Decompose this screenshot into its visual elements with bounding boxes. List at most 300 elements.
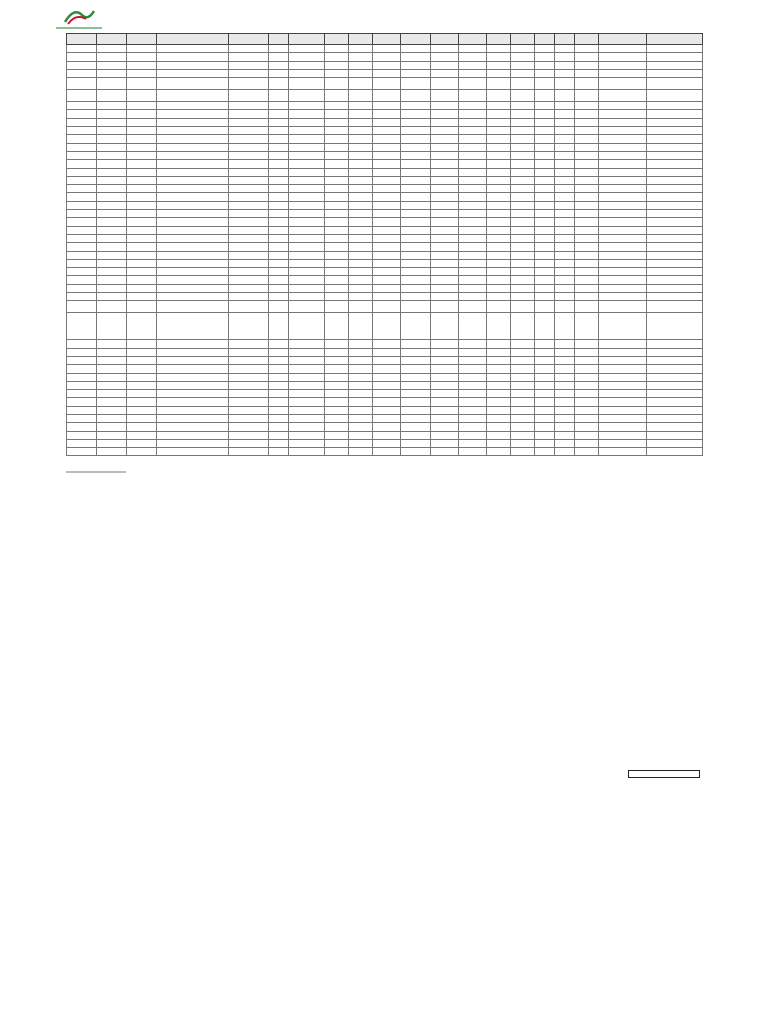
table-cell [229,414,269,422]
table-cell [127,448,157,456]
table-cell [599,276,647,284]
table-cell [535,431,555,439]
table-cell [487,340,511,348]
table-cell [431,143,459,151]
table-cell [431,53,459,61]
table-cell [575,381,599,389]
table-cell [67,151,97,159]
table-cell [647,143,703,151]
table-cell [97,348,127,356]
table-cell [289,268,325,276]
table-cell [599,69,647,77]
table-cell [647,448,703,456]
table-row [67,193,703,201]
table-cell [555,276,575,284]
table-cell [535,201,555,209]
table-cell [229,193,269,201]
table-cell [157,61,229,69]
table-cell [599,293,647,301]
column-header [535,34,555,45]
table-cell [487,390,511,398]
table-cell [401,284,431,292]
table-cell [575,390,599,398]
table-cell [401,301,431,313]
column-header [511,34,535,45]
table-cell [157,168,229,176]
table-cell [511,243,535,251]
table-cell [599,78,647,90]
table-cell [325,168,349,176]
table-cell [289,110,325,118]
table-cell [535,53,555,61]
table-cell [289,414,325,422]
table-cell [599,439,647,447]
table-cell [487,251,511,259]
table-cell [431,381,459,389]
table-cell [349,90,373,102]
table-cell [289,365,325,373]
table-cell [647,160,703,168]
logo-wordmark [56,27,102,29]
table-cell [157,78,229,90]
table-row [67,185,703,193]
table-cell [157,381,229,389]
table-cell [127,102,157,110]
table-cell [487,234,511,242]
table-cell [269,193,289,201]
table-cell [401,398,431,406]
table-cell [401,45,431,53]
table-cell [97,373,127,381]
table-cell [67,45,97,53]
table-cell [459,293,487,301]
table-cell [97,78,127,90]
table-cell [555,102,575,110]
table-cell [229,151,269,159]
table-cell [289,293,325,301]
table-cell [487,45,511,53]
table-cell [269,210,289,218]
table-cell [97,398,127,406]
table-cell [401,176,431,184]
table-cell [459,168,487,176]
table-cell [373,201,401,209]
table-cell [97,243,127,251]
table-cell [535,127,555,135]
table-cell [289,448,325,456]
table-cell [127,127,157,135]
table-cell [325,135,349,143]
table-cell [67,356,97,364]
table-cell [269,268,289,276]
table-header-row [67,34,703,45]
table-cell [97,193,127,201]
table-cell [487,259,511,267]
table-cell [157,127,229,135]
column-header [555,34,575,45]
table-cell [575,176,599,184]
table-cell [511,390,535,398]
table-cell [127,234,157,242]
table-cell [127,218,157,226]
table-cell [97,69,127,77]
table-row [67,69,703,77]
table-cell [575,210,599,218]
table-cell [511,151,535,159]
table-cell [511,313,535,340]
table-cell [401,276,431,284]
table-row [67,226,703,234]
table-row [67,127,703,135]
table-cell [289,226,325,234]
table-cell [229,381,269,389]
table-cell [599,90,647,102]
table-cell [647,135,703,143]
table-cell [511,160,535,168]
table-cell [575,301,599,313]
table-cell [157,284,229,292]
column-header [127,34,157,45]
table-cell [431,448,459,456]
report-table-container [66,33,702,471]
table-cell [349,301,373,313]
table-cell [599,201,647,209]
table-cell [575,160,599,168]
table-cell [599,373,647,381]
table-cell [431,201,459,209]
table-cell [269,373,289,381]
table-cell [229,218,269,226]
table-cell [229,284,269,292]
table-cell [289,127,325,135]
table-cell [349,313,373,340]
table-cell [401,293,431,301]
table-cell [555,78,575,90]
table-cell [555,398,575,406]
table-cell [555,61,575,69]
table-cell [97,448,127,456]
table-cell [269,439,289,447]
table-cell [647,356,703,364]
column-header [373,34,401,45]
table-cell [647,406,703,414]
table-cell [487,118,511,126]
table-cell [535,218,555,226]
table-cell [555,160,575,168]
table-cell [269,90,289,102]
table-cell [157,143,229,151]
table-cell [599,340,647,348]
table-row [67,168,703,176]
table-cell [289,406,325,414]
table-cell [599,127,647,135]
table-cell [401,90,431,102]
table-cell [401,439,431,447]
table-cell [373,356,401,364]
table-cell [229,431,269,439]
table-cell [535,348,555,356]
table-cell [229,234,269,242]
table-cell [575,423,599,431]
table-cell [555,348,575,356]
table-cell [229,102,269,110]
table-row [67,210,703,218]
table-cell [401,251,431,259]
table-cell [289,143,325,151]
table-cell [269,448,289,456]
table-cell [289,160,325,168]
table-cell [127,176,157,184]
table-cell [487,69,511,77]
table-cell [401,414,431,422]
table-cell [157,90,229,102]
table-cell [229,45,269,53]
table-cell [269,102,289,110]
table-cell [373,268,401,276]
table-cell [575,118,599,126]
table-cell [97,61,127,69]
table-cell [127,135,157,143]
table-cell [575,234,599,242]
table-cell [127,160,157,168]
table-row [67,268,703,276]
table-cell [459,259,487,267]
table-cell [349,234,373,242]
table-cell [157,110,229,118]
table-cell [97,210,127,218]
table-cell [431,251,459,259]
table-cell [575,406,599,414]
table-cell [511,102,535,110]
table-cell [289,218,325,226]
table-cell [511,373,535,381]
table-cell [325,226,349,234]
table-cell [97,226,127,234]
table-cell [575,340,599,348]
table-cell [599,185,647,193]
table-cell [647,127,703,135]
column-header [487,34,511,45]
table-cell [487,102,511,110]
table-cell [289,61,325,69]
table-cell [269,218,289,226]
table-cell [535,356,555,364]
table-cell [535,313,555,340]
table-cell [269,390,289,398]
table-cell [487,185,511,193]
table-cell [555,373,575,381]
table-cell [459,284,487,292]
table-cell [349,365,373,373]
table-cell [127,53,157,61]
table-cell [647,193,703,201]
table-cell [157,448,229,456]
table-cell [229,176,269,184]
table-cell [647,176,703,184]
table-cell [67,143,97,151]
table-cell [511,448,535,456]
table-cell [487,293,511,301]
table-cell [157,102,229,110]
table-cell [229,348,269,356]
column-header [269,34,289,45]
table-cell [401,78,431,90]
table-cell [401,151,431,159]
table-cell [289,53,325,61]
table-cell [599,143,647,151]
table-row [67,61,703,69]
table-cell [459,90,487,102]
table-cell [459,276,487,284]
table-cell [575,218,599,226]
table-cell [431,168,459,176]
table-cell [67,118,97,126]
table-cell [511,423,535,431]
table-cell [97,268,127,276]
table-cell [349,373,373,381]
table-cell [511,301,535,313]
column-header [229,34,269,45]
table-cell [647,259,703,267]
table-cell [289,348,325,356]
table-cell [157,406,229,414]
table-cell [289,284,325,292]
table-cell [349,45,373,53]
table-cell [431,340,459,348]
table-cell [127,193,157,201]
table-cell [431,284,459,292]
table-cell [459,406,487,414]
table-cell [535,284,555,292]
table-cell [67,102,97,110]
table-cell [325,176,349,184]
table-cell [555,176,575,184]
table-cell [67,78,97,90]
table-cell [401,110,431,118]
table-cell [599,218,647,226]
table-cell [459,45,487,53]
table-cell [229,365,269,373]
table-cell [269,78,289,90]
table-cell [269,61,289,69]
table-cell [127,390,157,398]
table-cell [269,423,289,431]
table-cell [555,365,575,373]
table-cell [325,201,349,209]
table-cell [325,268,349,276]
table-cell [431,276,459,284]
table-cell [459,301,487,313]
table-cell [599,45,647,53]
table-cell [401,201,431,209]
table-cell [67,301,97,313]
column-header [599,34,647,45]
table-cell [127,348,157,356]
table-cell [127,251,157,259]
table-row [67,45,703,53]
table-cell [487,276,511,284]
table-cell [373,110,401,118]
table-cell [157,218,229,226]
table-cell [97,423,127,431]
table-cell [97,259,127,267]
table-row [67,301,703,313]
table-cell [97,365,127,373]
table-cell [599,135,647,143]
table-cell [459,118,487,126]
table-cell [535,176,555,184]
table-cell [373,259,401,267]
table-cell [325,259,349,267]
table-cell [373,293,401,301]
table-row [67,381,703,389]
table-cell [373,151,401,159]
table-cell [325,185,349,193]
table-cell [373,160,401,168]
table-cell [535,143,555,151]
table-cell [269,348,289,356]
table-cell [97,340,127,348]
table-cell [647,284,703,292]
table-cell [535,268,555,276]
table-cell [229,201,269,209]
table-cell [269,251,289,259]
table-cell [555,381,575,389]
table-cell [373,431,401,439]
table-cell [535,301,555,313]
table-cell [511,414,535,422]
table-cell [459,251,487,259]
table-cell [431,313,459,340]
table-cell [431,61,459,69]
table-cell [289,151,325,159]
table-cell [325,90,349,102]
table-cell [349,268,373,276]
table-row [67,53,703,61]
table-cell [157,276,229,284]
table-row [67,356,703,364]
column-header [67,34,97,45]
table-cell [511,356,535,364]
table-row [67,365,703,373]
table-cell [431,135,459,143]
table-cell [325,431,349,439]
table-cell [555,301,575,313]
table-cell [349,110,373,118]
table-cell [535,381,555,389]
table-cell [599,151,647,159]
table-cell [511,218,535,226]
table-cell [349,340,373,348]
table-cell [97,276,127,284]
table-cell [349,69,373,77]
table-cell [325,210,349,218]
table-cell [67,348,97,356]
table-cell [647,61,703,69]
table-cell [97,53,127,61]
table-cell [647,210,703,218]
table-cell [647,168,703,176]
table-cell [555,127,575,135]
table-cell [97,102,127,110]
table-cell [269,118,289,126]
table-cell [97,118,127,126]
table-cell [373,301,401,313]
table-cell [575,414,599,422]
table-cell [401,102,431,110]
table-cell [269,110,289,118]
table-cell [431,160,459,168]
